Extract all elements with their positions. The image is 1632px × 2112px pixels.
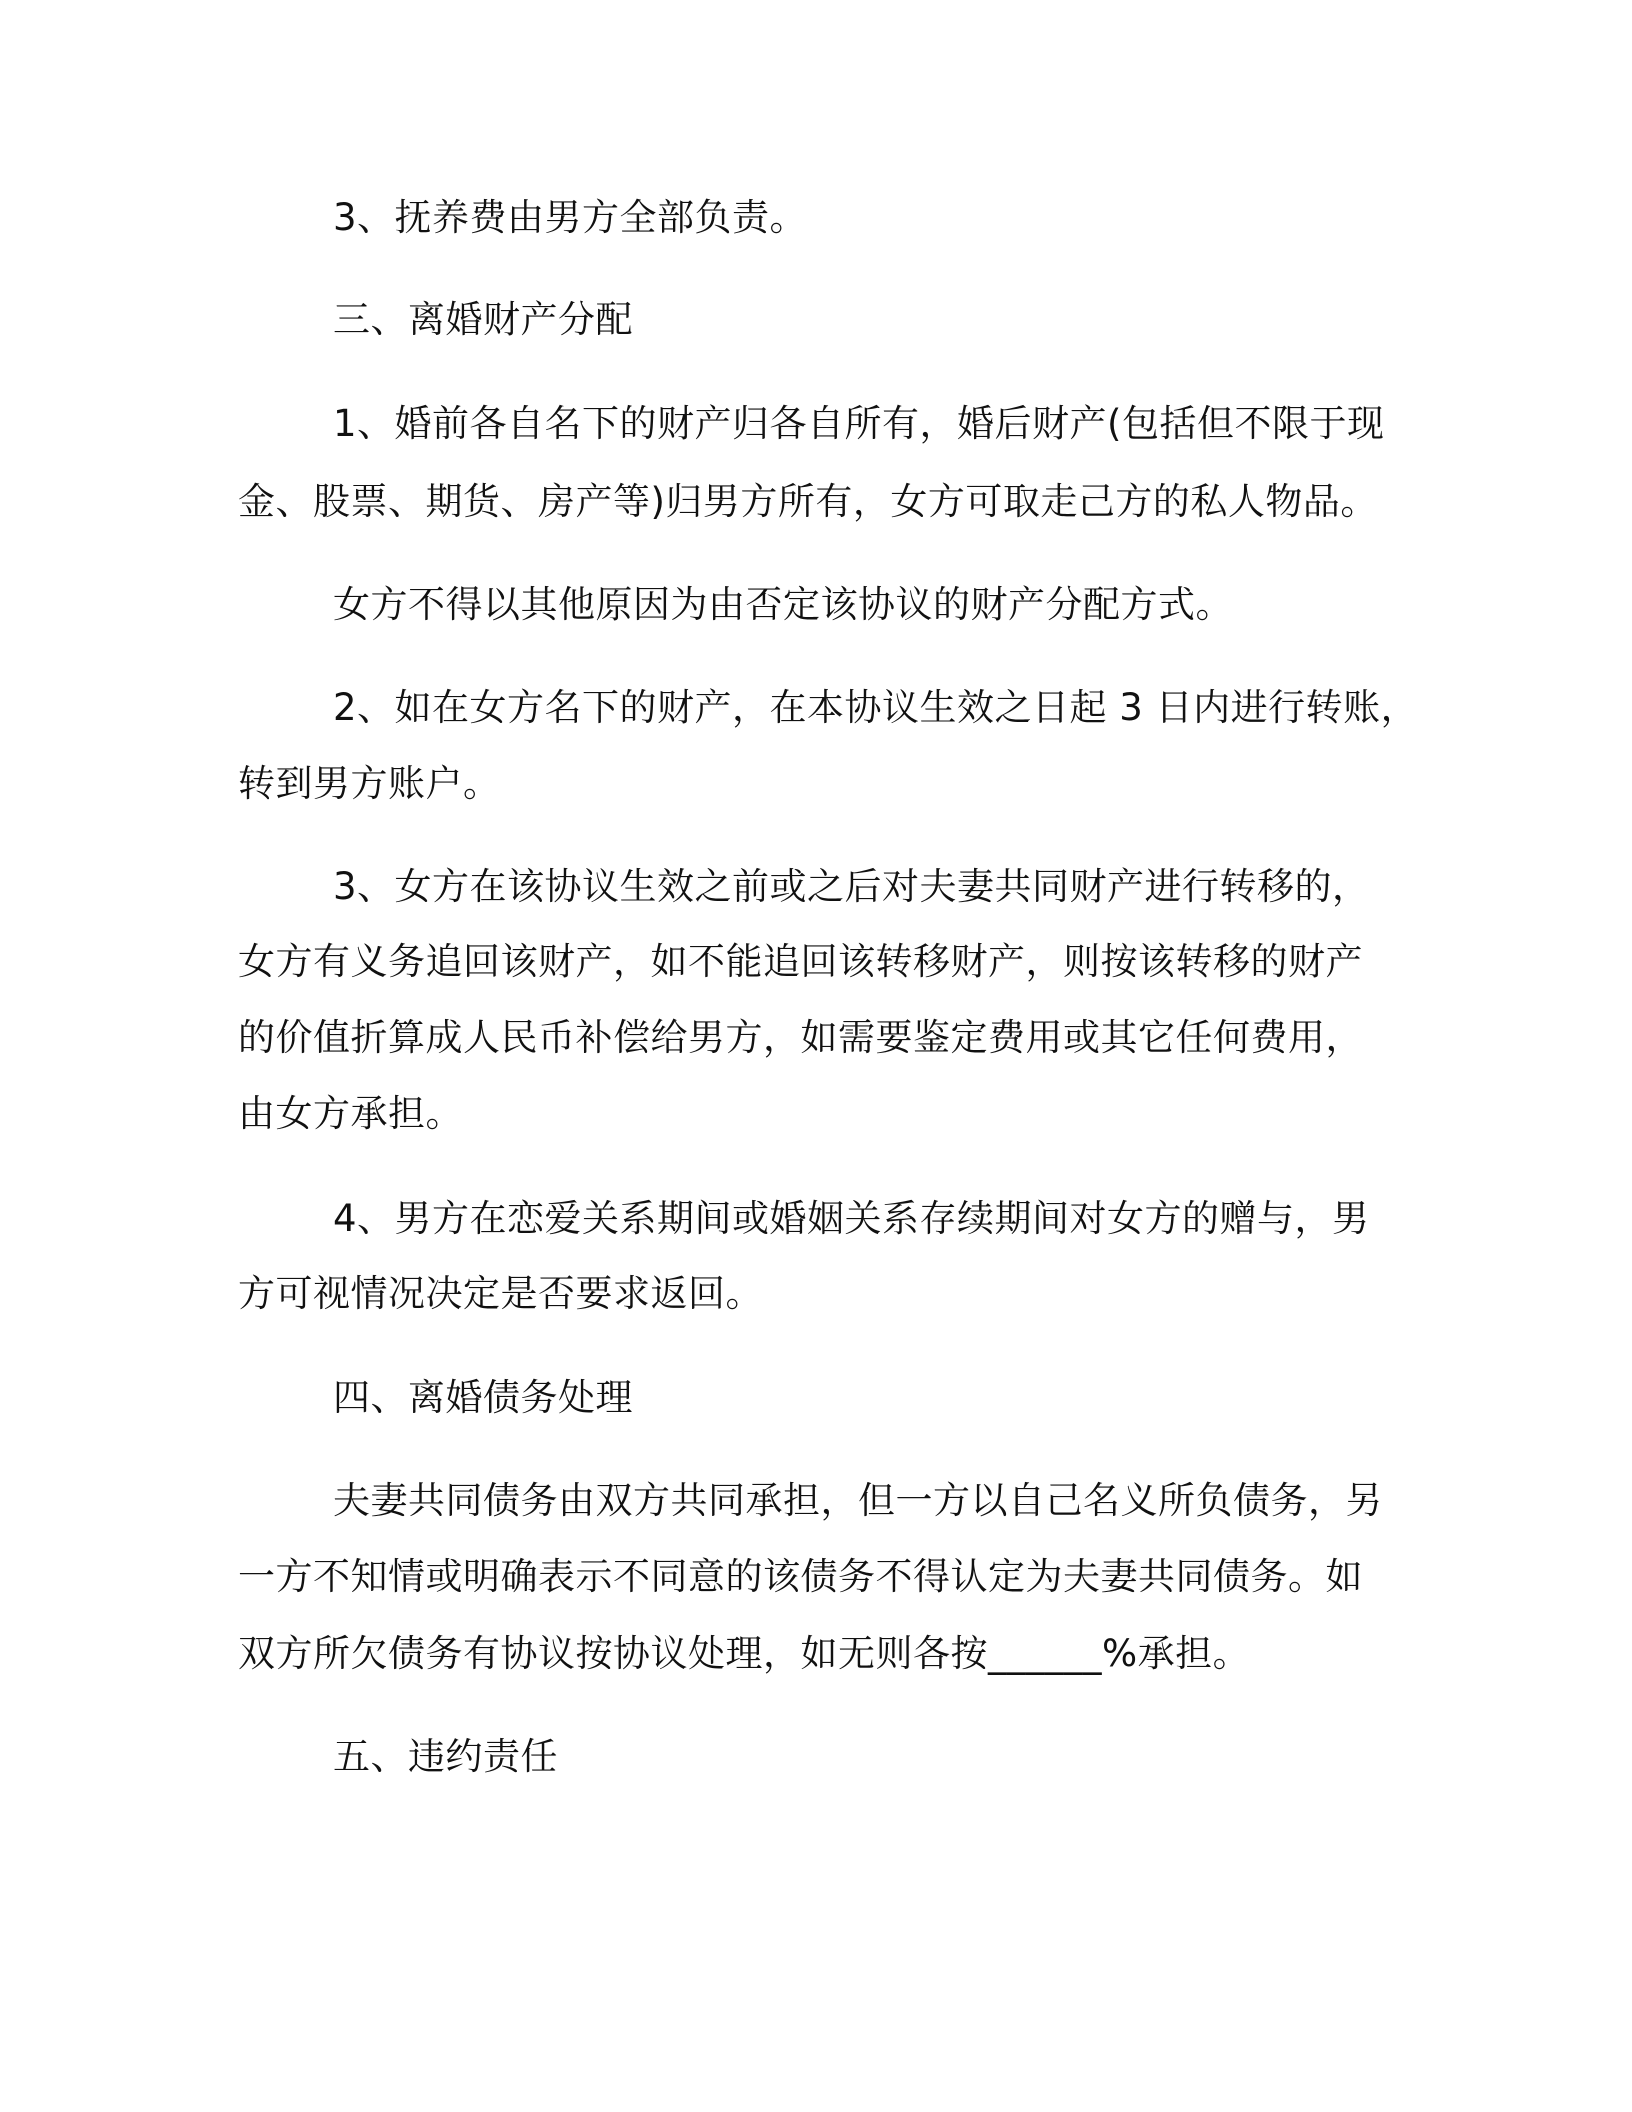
- clause-property-4-line-1: 4、男方在恋爱关系期间或婚姻关系存续期间对女方的赠与，男: [333, 1197, 1370, 1240]
- clause-property-3-line-1: 3、女方在该协议生效之前或之后对夫妻共同财产进行转移的，: [333, 865, 1370, 908]
- clause-property-note: 女方不得以其他原因为由否定该协议的财产分配方式。: [333, 583, 1233, 626]
- clause-property-1-line-2: 金、股票、期货、房产等)归男方所有，女方可取走己方的私人物品。: [238, 480, 1378, 523]
- section-heading-debt: 四、离婚债务处理: [333, 1376, 633, 1419]
- clause-property-4-line-2: 方可视情况决定是否要求返回。: [238, 1272, 763, 1315]
- clause-property-1-line-1: 1、婚前各自名下的财产归各自所有，婚后财产(包括但不限于现: [333, 402, 1385, 445]
- clause-debt-line-3: 双方所欠债务有协议按协议处理，如无则各按______%承担。: [238, 1632, 1251, 1675]
- clause-support-fee: 3、抚养费由男方全部负责。: [333, 196, 808, 239]
- clause-property-3-line-3: 的价值折算成人民币补偿给男方，如需要鉴定费用或其它任何费用，: [238, 1016, 1363, 1059]
- clause-debt-line-2: 一方不知情或明确表示不同意的该债务不得认定为夫妻共同债务。如: [238, 1555, 1363, 1598]
- section-heading-liability: 五、违约责任: [333, 1735, 558, 1778]
- clause-property-3-line-2: 女方有义务追回该财产，如不能追回该转移财产，则按该转移的财产: [238, 940, 1363, 983]
- clause-property-2-line-1: 2、如在女方名下的财产，在本协议生效之日起 3 日内进行转账，: [333, 686, 1419, 729]
- clause-debt-line-1: 夫妻共同债务由双方共同承担，但一方以自己名义所负债务，另: [333, 1479, 1383, 1522]
- clause-property-3-line-4: 由女方承担。: [238, 1092, 463, 1135]
- section-heading-property: 三、离婚财产分配: [333, 298, 633, 341]
- clause-property-2-line-2: 转到男方账户。: [238, 762, 501, 805]
